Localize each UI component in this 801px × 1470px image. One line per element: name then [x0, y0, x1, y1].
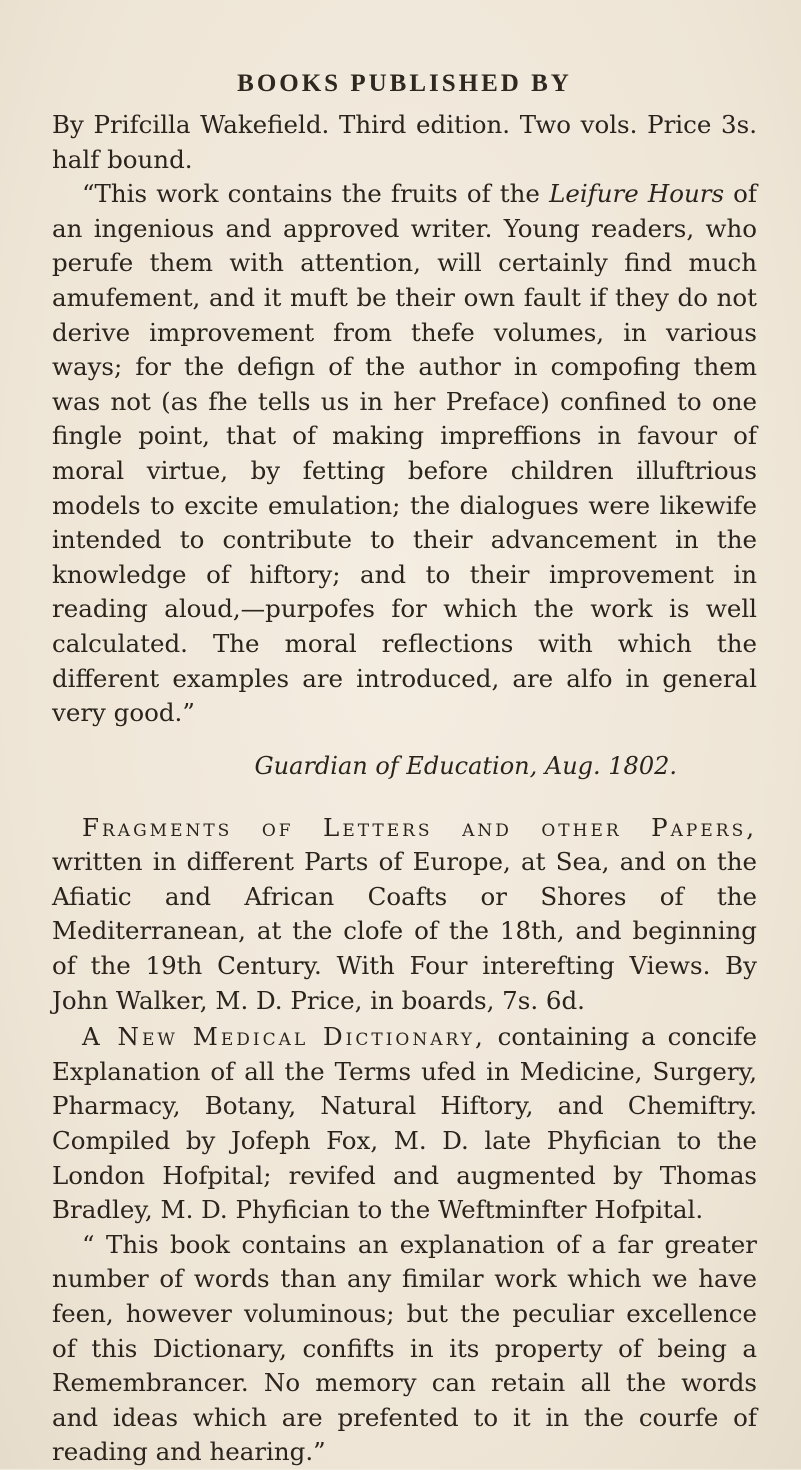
entry-dictionary-review: “ This book contains an explanation of a far greater number of words than any fimilar work which we have feen, however voluminous; but the peculiar excellence of this Dictionary, confifts in its property of being a Remembrancer. No memory can retain all the words and ideas which are prefented to it in the courfe of reading and hearing.”	[52, 1229, 757, 1467]
entry-fragments-text: written in different Parts of Europe, at Sea, and on the Afiatic and African Coafts or Shores of the Mediterranean, at the clofe of the 18th, and beginning of the 19th Century. With Four interefting Views. By John Walker, M. D. Price, in boards, 7s. 6d.	[52, 847, 757, 1015]
entry-dictionary-title: A New Medical Dictionary,	[82, 1022, 486, 1052]
entry-dictionary-text: containing a concife Explanation of all the Terms ufed in Medicine, Surgery, Pharmacy, Botany, Natural Hiftory, and Chemiftry. Compiled by Jofeph Fox, M. D. late Phyfician to the London Hofpital; revifed and augmented by Thomas Bradley, M. D. Phyfician to the Weftminfter Hofpital.	[52, 1022, 757, 1225]
entry-wakefield	[52, 108, 757, 177]
review-attribution: Guardian of Education, Aug. 1802.	[254, 751, 677, 780]
review-quote-start: “This work contains the fruits of the	[82, 179, 550, 209]
running-head: BOOKS PUBLISHED BY	[237, 70, 572, 97]
entry-dictionary	[52, 1020, 757, 1228]
entry-fragments-title: Fragments of Letters and other Papers,	[82, 812, 757, 842]
entry-wakefield-review	[52, 177, 757, 731]
review-quote-rest: of an ingenious and approved writer. Young readers, who perufe them with attention, will certainly find much amufement, and it muft be their own fault if they do not derive improvement from thefe volumes, in various ways; for the defign of the author in compofing them was not (as fhe tells us in her Preface) confined to one fingle point, that of making impreffions in favour of moral virtue, by fetting before children illuftrious models to excite emulation; the dialogues were likewife intended to contribute to their advancement in the knowledge of hiftory; and to their improvement in reading aloud,—purpofes for which the work is well calculated. The moral reflections with which the different examples are introduced, are alfo in general very good.”	[52, 179, 758, 728]
review-quote-title: Leifure Hours	[549, 179, 725, 209]
entry-wakefield-text: By Prifcilla Wakefield. Third edition. Two vols. Price 3s. half bound.	[52, 110, 757, 174]
entry-fragments	[52, 811, 757, 1019]
